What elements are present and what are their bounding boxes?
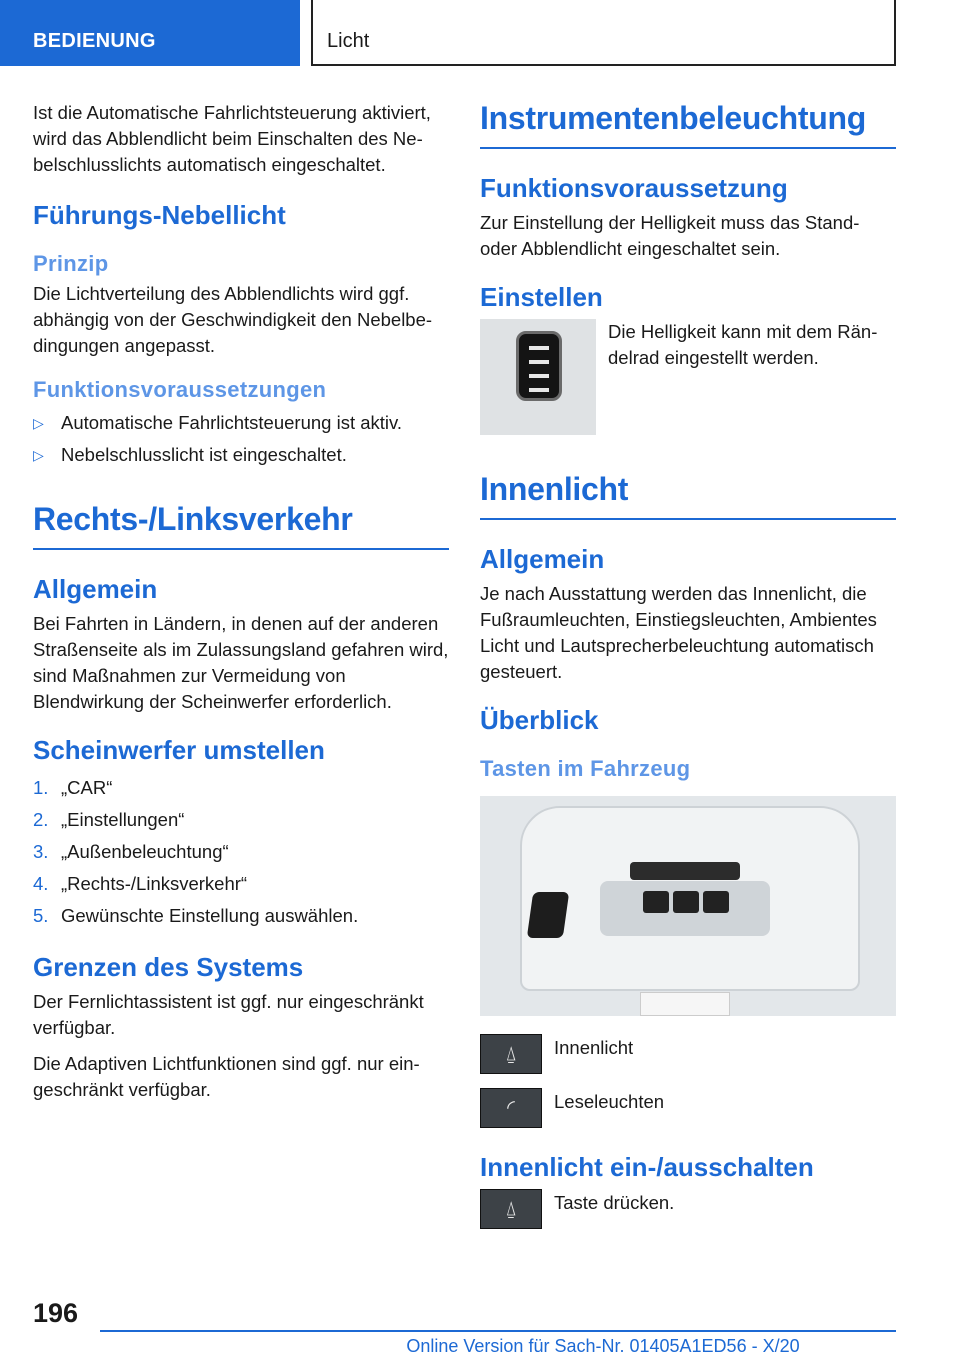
icon-label: Innenlicht bbox=[554, 1037, 634, 1058]
steps-list bbox=[33, 772, 449, 932]
allgemein-heading: Allgemein bbox=[33, 574, 158, 604]
rechts-links-heading: Rechts-/Linksverkehr bbox=[33, 501, 449, 550]
grenzen-heading: Grenzen des Systems bbox=[33, 952, 304, 982]
list-item: 4. „Rechts-/Linksverkehr“ bbox=[33, 873, 248, 894]
intro-paragraph: Ist die Automatische Fahrlichtsteuerung aktiviert, wird das Abblendlicht beim Einschalten des Nebelschlusslichts automatisch eingeschaltet. bbox=[33, 102, 431, 175]
funktionsvoraussetzung-heading: Funktionsvoraussetzung bbox=[480, 173, 788, 203]
einstellen-paragraph: Die Helligkeit kann mit dem Rändelrad eingestellt werden. bbox=[608, 321, 878, 368]
left-column bbox=[33, 100, 449, 1113]
page-number: 196 bbox=[33, 1298, 79, 1328]
list-item: 2. „Einstellungen“ bbox=[33, 809, 185, 830]
innenlicht-heading: Innenlicht bbox=[480, 471, 896, 520]
ueberblick-heading: Überblick bbox=[480, 705, 599, 735]
funktionsvoraussetzungen-list bbox=[33, 407, 449, 471]
einstellen-heading: Einstellen bbox=[480, 282, 603, 312]
allgemein-heading-right: Allgemein bbox=[480, 544, 605, 574]
list-item: 1. „CAR“ bbox=[33, 777, 113, 798]
grenzen-paragraph-2: Die Adaptiven Lichtfunktionen sind ggf. nur eingeschränkt verfügbar. bbox=[33, 1053, 420, 1100]
list-item: 5. Gewünschte Einstellung auswählen. bbox=[33, 905, 359, 926]
icon-row-leseleuchten bbox=[480, 1088, 896, 1128]
instrument-heading: Instrumentenbeleuchtung bbox=[480, 100, 896, 149]
thumbwheel-icon bbox=[516, 331, 562, 401]
prinzip-paragraph: Die Lichtverteilung des Abblendlichts wird ggf. abhängig von der Geschwindigkeit den Nebelbedingungen angepasst. bbox=[33, 283, 433, 356]
allgemein-paragraph: Bei Fahrten in Ländern, in denen auf der anderen Straßenseite als im Zulassungsland gefahren wird, sind Maßnahmen zur Vermeidung von Blendwirkung der Scheinwerfer erforderlich. bbox=[33, 613, 449, 712]
roof-console-photo bbox=[480, 796, 896, 1016]
tasten-heading: Tasten im Fahrzeug bbox=[480, 756, 691, 781]
icon-row-einaus bbox=[480, 1189, 896, 1229]
reading-light-icon: ◜ bbox=[480, 1088, 542, 1128]
scheinwerfer-heading: Scheinwerfer umstellen bbox=[33, 735, 325, 765]
funktionsvoraussetzung-paragraph: Zur Einstellung der Helligkeit muss das Stand- oder Abblendlicht eingeschaltet sein. bbox=[480, 212, 860, 259]
einaus-paragraph: Taste drücken. bbox=[554, 1192, 675, 1213]
bullet-icon: ▷ bbox=[33, 415, 44, 431]
list-item: ▷ Automatische Fahrlichtsteuerung ist aktiv. bbox=[33, 407, 449, 439]
bullet-icon: ▷ bbox=[33, 447, 44, 463]
section-tab: BEDIENUNG bbox=[0, 0, 300, 66]
fuehrung-heading: Führungs-Nebellicht bbox=[33, 200, 286, 230]
einaus-heading: Innenlicht ein-/ausschalten bbox=[480, 1152, 814, 1182]
list-item: 3. „Außenbeleuchtung“ bbox=[33, 841, 229, 862]
grenzen-paragraph-1: Der Fernlichtassistent ist ggf. nur eingeschränkt verfügbar. bbox=[33, 991, 424, 1038]
thumbwheel-image bbox=[480, 319, 596, 435]
right-column bbox=[480, 100, 896, 1243]
prinzip-heading: Prinzip bbox=[33, 251, 109, 276]
icon-label: Leseleuchten bbox=[554, 1091, 665, 1112]
icon-row-innenlicht bbox=[480, 1034, 896, 1074]
footer-text: Online Version für Sach-Nr. 01405A1ED56 - X/20 bbox=[406, 1336, 800, 1356]
funktionsvoraussetzungen-heading: Funktionsvoraussetzungen bbox=[33, 377, 327, 402]
list-item: ▷ Nebelschlusslicht ist eingeschaltet. bbox=[33, 439, 449, 471]
einstellen-row bbox=[480, 319, 896, 435]
ceiling-light-icon: ⍙ bbox=[480, 1034, 542, 1074]
chapter-title: Licht bbox=[311, 0, 896, 66]
allgemein-paragraph-right: Je nach Ausstattung werden das Innenlicht, die Fußraumleuchten, Einstiegsleuchten, Ambientes Licht und Lautsprecherbeleuchtung automatisch gesteuert. bbox=[480, 583, 877, 682]
footer-rule bbox=[100, 1330, 896, 1332]
ceiling-light-icon: ⍙ bbox=[480, 1189, 542, 1229]
